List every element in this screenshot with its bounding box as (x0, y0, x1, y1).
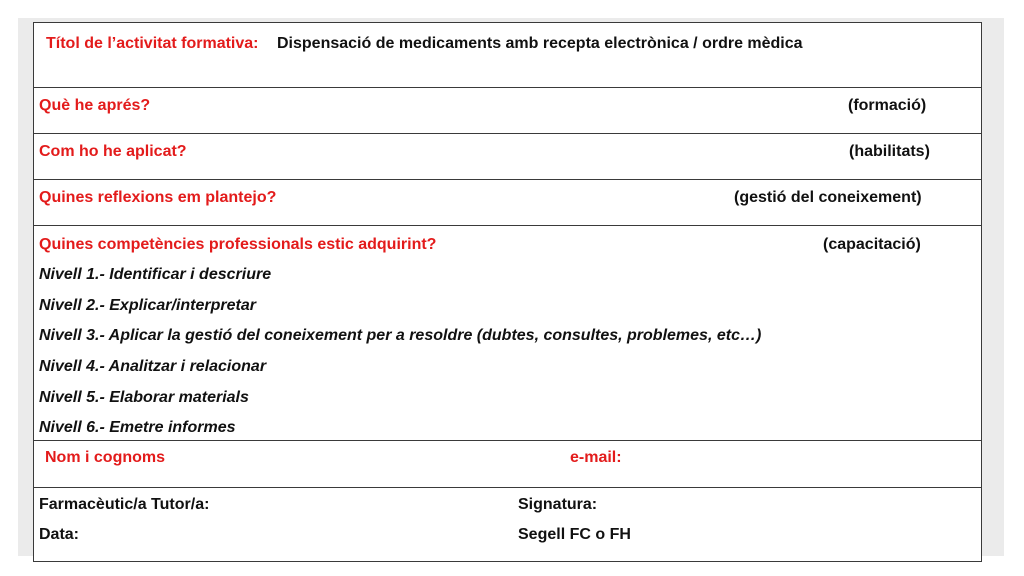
signature-label: Signatura: (518, 496, 598, 513)
date-label: Data: (39, 526, 80, 543)
competences-row (34, 226, 981, 441)
title-row (34, 23, 981, 88)
how-applied-row (34, 134, 981, 180)
reflections-row (34, 180, 981, 226)
reflections-category: (gestió del coneixement) (734, 189, 922, 206)
activity-title-value: Dispensació de medicaments amb recepta electrònica / ordre mèdica (277, 35, 803, 52)
tutor-label: Farmacèutic/a Tutor/a: (39, 496, 210, 513)
activity-title-label: Títol de l’activitat formativa: (46, 35, 259, 52)
contact-row (34, 441, 981, 488)
how-applied-question: Com ho he aplicat? (39, 143, 187, 160)
training-activity-form (33, 22, 982, 562)
email-label: e-mail: (570, 449, 622, 466)
how-applied-category: (habilitats) (849, 143, 930, 160)
competence-level-1: Nivell 1.- Identificar i descriure (39, 266, 272, 283)
stamp-label: Segell FC o FH (518, 526, 631, 543)
name-label: Nom i cognoms (45, 449, 166, 466)
competence-level-2: Nivell 2.- Explicar/interpretar (39, 297, 256, 314)
reflections-question: Quines reflexions em plantejo? (39, 189, 277, 206)
what-learned-row (34, 88, 981, 134)
competence-level-3: Nivell 3.- Aplicar la gestió del coneixement per a resoldre (dubtes, consultes, problemes, etc…) (39, 327, 762, 344)
what-learned-category: (formació) (848, 97, 927, 114)
competence-level-5: Nivell 5.- Elaborar materials (39, 389, 249, 406)
competence-level-4: Nivell 4.- Analitzar i relacionar (39, 358, 267, 375)
competences-question: Quines competències professionals estic adquirint? (39, 236, 437, 253)
signature-row (34, 488, 981, 563)
competences-category: (capacitació) (823, 236, 921, 253)
what-learned-question: Què he aprés? (39, 97, 151, 114)
competence-level-6: Nivell 6.- Emetre informes (39, 419, 236, 436)
